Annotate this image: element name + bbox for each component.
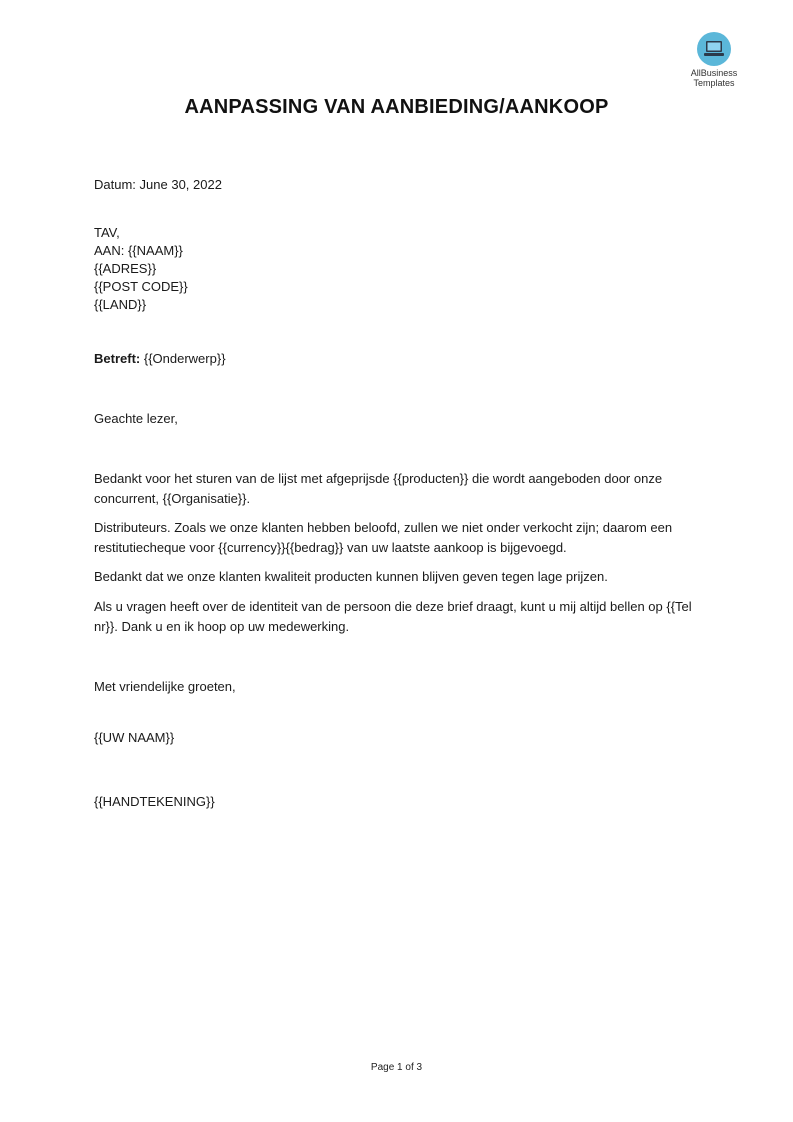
body-paragraph-3: Bedankt dat we onze klanten kwaliteit producten kunnen blijven geven tegen lage prijzen. [94,569,608,584]
allbusiness-templates-logo [680,32,748,88]
signature-placeholder: {{HANDTEKENING}} [94,794,215,809]
subject-line [94,350,226,368]
logo-text-line2: Templates [693,78,735,88]
page-title: AANPASSING VAN AANBIEDING/AANKOOP [184,96,609,118]
body-paragraph-4: Als u vragen heeft over de identiteit van de persoon die deze brief draagt, kunt u mij altijd bellen op {{Tel nr}}. Dank u en ik hoop op uw medewerking. [94,599,692,634]
subject-label: Betreft: [94,351,141,366]
page-number: Page 1 of 3 [370,1062,423,1073]
logo-text-line1: AllBusiness [690,68,738,78]
address-adres: {{ADRES}} [94,261,157,276]
date-line [94,176,222,194]
subject-value: {{Onderwerp}} [143,351,226,366]
body-paragraph-1: Bedankt voor het sturen van de lijst met afgeprijsde {{producten}} die wordt aangeboden door onze concurrent, {{Organisatie}}. [94,471,663,506]
closing: Met vriendelijke groeten, [94,679,236,694]
sender-name: {{UW NAAM}} [94,730,175,745]
address-tav: TAV, [94,225,120,240]
salutation: Geachte lezer, [94,411,178,426]
date-label: Datum: [94,177,136,192]
address-aan: AAN: {{NAAM}} [94,243,183,258]
address-postcode: {{POST CODE}} [94,279,188,294]
body-paragraph-2: Distributeurs. Zoals we onze klanten hebben beloofd, zullen we niet onder verkocht zijn; daarom een restitutiecheque voor {{currency}}{{bedrag}} van uw laatste aankoop is bijgevoegd. [94,520,673,555]
address-land: {{LAND}} [94,297,147,312]
laptop-icon [697,32,731,66]
date-value: June 30, 2022 [139,177,222,192]
